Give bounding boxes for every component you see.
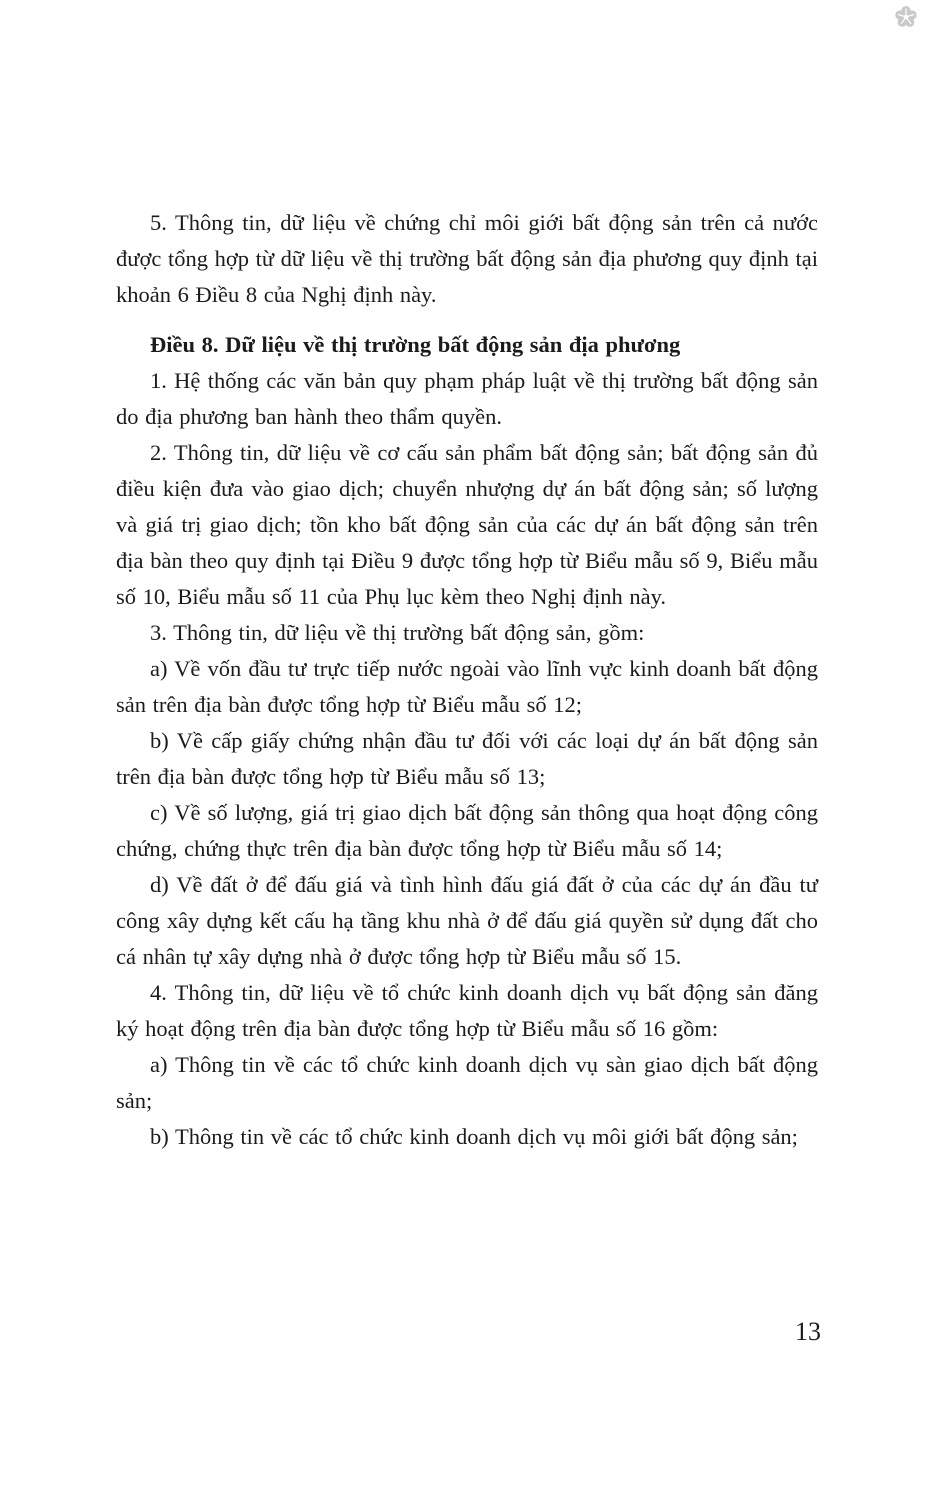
clause-3b-paragraph: b) Về cấp giấy chứng nhận đầu tư đối với các loại dự án bất động sản trên địa bàn được tổng hợp từ Biểu mẫu số 13; bbox=[116, 728, 818, 789]
clause-3-paragraph: 3. Thông tin, dữ liệu về thị trường bất động sản, gồm: bbox=[150, 620, 645, 645]
page-number: 13 bbox=[795, 1317, 821, 1346]
article-8-heading: Điều 8. Dữ liệu về thị trường bất động sản địa phương bbox=[150, 332, 681, 357]
clause-1-paragraph: 1. Hệ thống các văn bản quy phạm pháp luật về thị trường bất động sản do địa phương ban hành theo thẩm quyền. bbox=[116, 368, 818, 429]
clause-3d-paragraph: d) Về đất ở để đấu giá và tình hình đấu giá đất ở của các dự án đầu tư công xây dựng kết cấu hạ tầng khu nhà ở để đấu giá quyền sử dụng đất cho cá nhân tự xây dựng nhà ở được tổng hợp từ Biểu mẫu số 15. bbox=[116, 872, 818, 969]
clause-4-paragraph: 4. Thông tin, dữ liệu về tổ chức kinh doanh dịch vụ bất động sản đăng ký hoạt động trên địa bàn được tổng hợp từ Biểu mẫu số 16 gồm: bbox=[116, 980, 818, 1041]
clause-3c-paragraph: c) Về số lượng, giá trị giao dịch bất động sản thông qua hoạt động công chứng, chứng thực trên địa bàn được tổng hợp từ Biểu mẫu số 14; bbox=[116, 800, 818, 861]
article-text-body bbox=[116, 205, 818, 1155]
clause-3a-paragraph: a) Về vốn đầu tư trực tiếp nước ngoài vào lĩnh vực kinh doanh bất động sản trên địa bàn được tổng hợp từ Biểu mẫu số 12; bbox=[116, 656, 818, 717]
clause-2-paragraph: 2. Thông tin, dữ liệu về cơ cấu sản phẩm bất động sản; bất động sản đủ điều kiện đưa vào giao dịch; chuyển nhượng dự án bất động sản; số lượng và giá trị giao dịch; tồn kho bất động sản của các dự án bất động sản trên địa bàn theo quy định tại Điều 9 được tổng hợp từ Biểu mẫu số 9, Biểu mẫu số 10, Biểu mẫu số 11 của Phụ lục kèm theo Nghị định này. bbox=[116, 440, 818, 609]
florette-icon bbox=[894, 5, 918, 29]
clause-4a-paragraph: a) Thông tin về các tổ chức kinh doanh dịch vụ sàn giao dịch bất động sản; bbox=[116, 1052, 818, 1113]
clause-4b-paragraph: b) Thông tin về các tổ chức kinh doanh dịch vụ môi giới bất động sản; bbox=[150, 1124, 798, 1149]
clause-5-paragraph: 5. Thông tin, dữ liệu về chứng chỉ môi giới bất động sản trên cả nước được tổng hợp từ dữ liệu về thị trường bất động sản địa phương quy định tại khoản 6 Điều 8 của Nghị định này. bbox=[116, 210, 818, 307]
